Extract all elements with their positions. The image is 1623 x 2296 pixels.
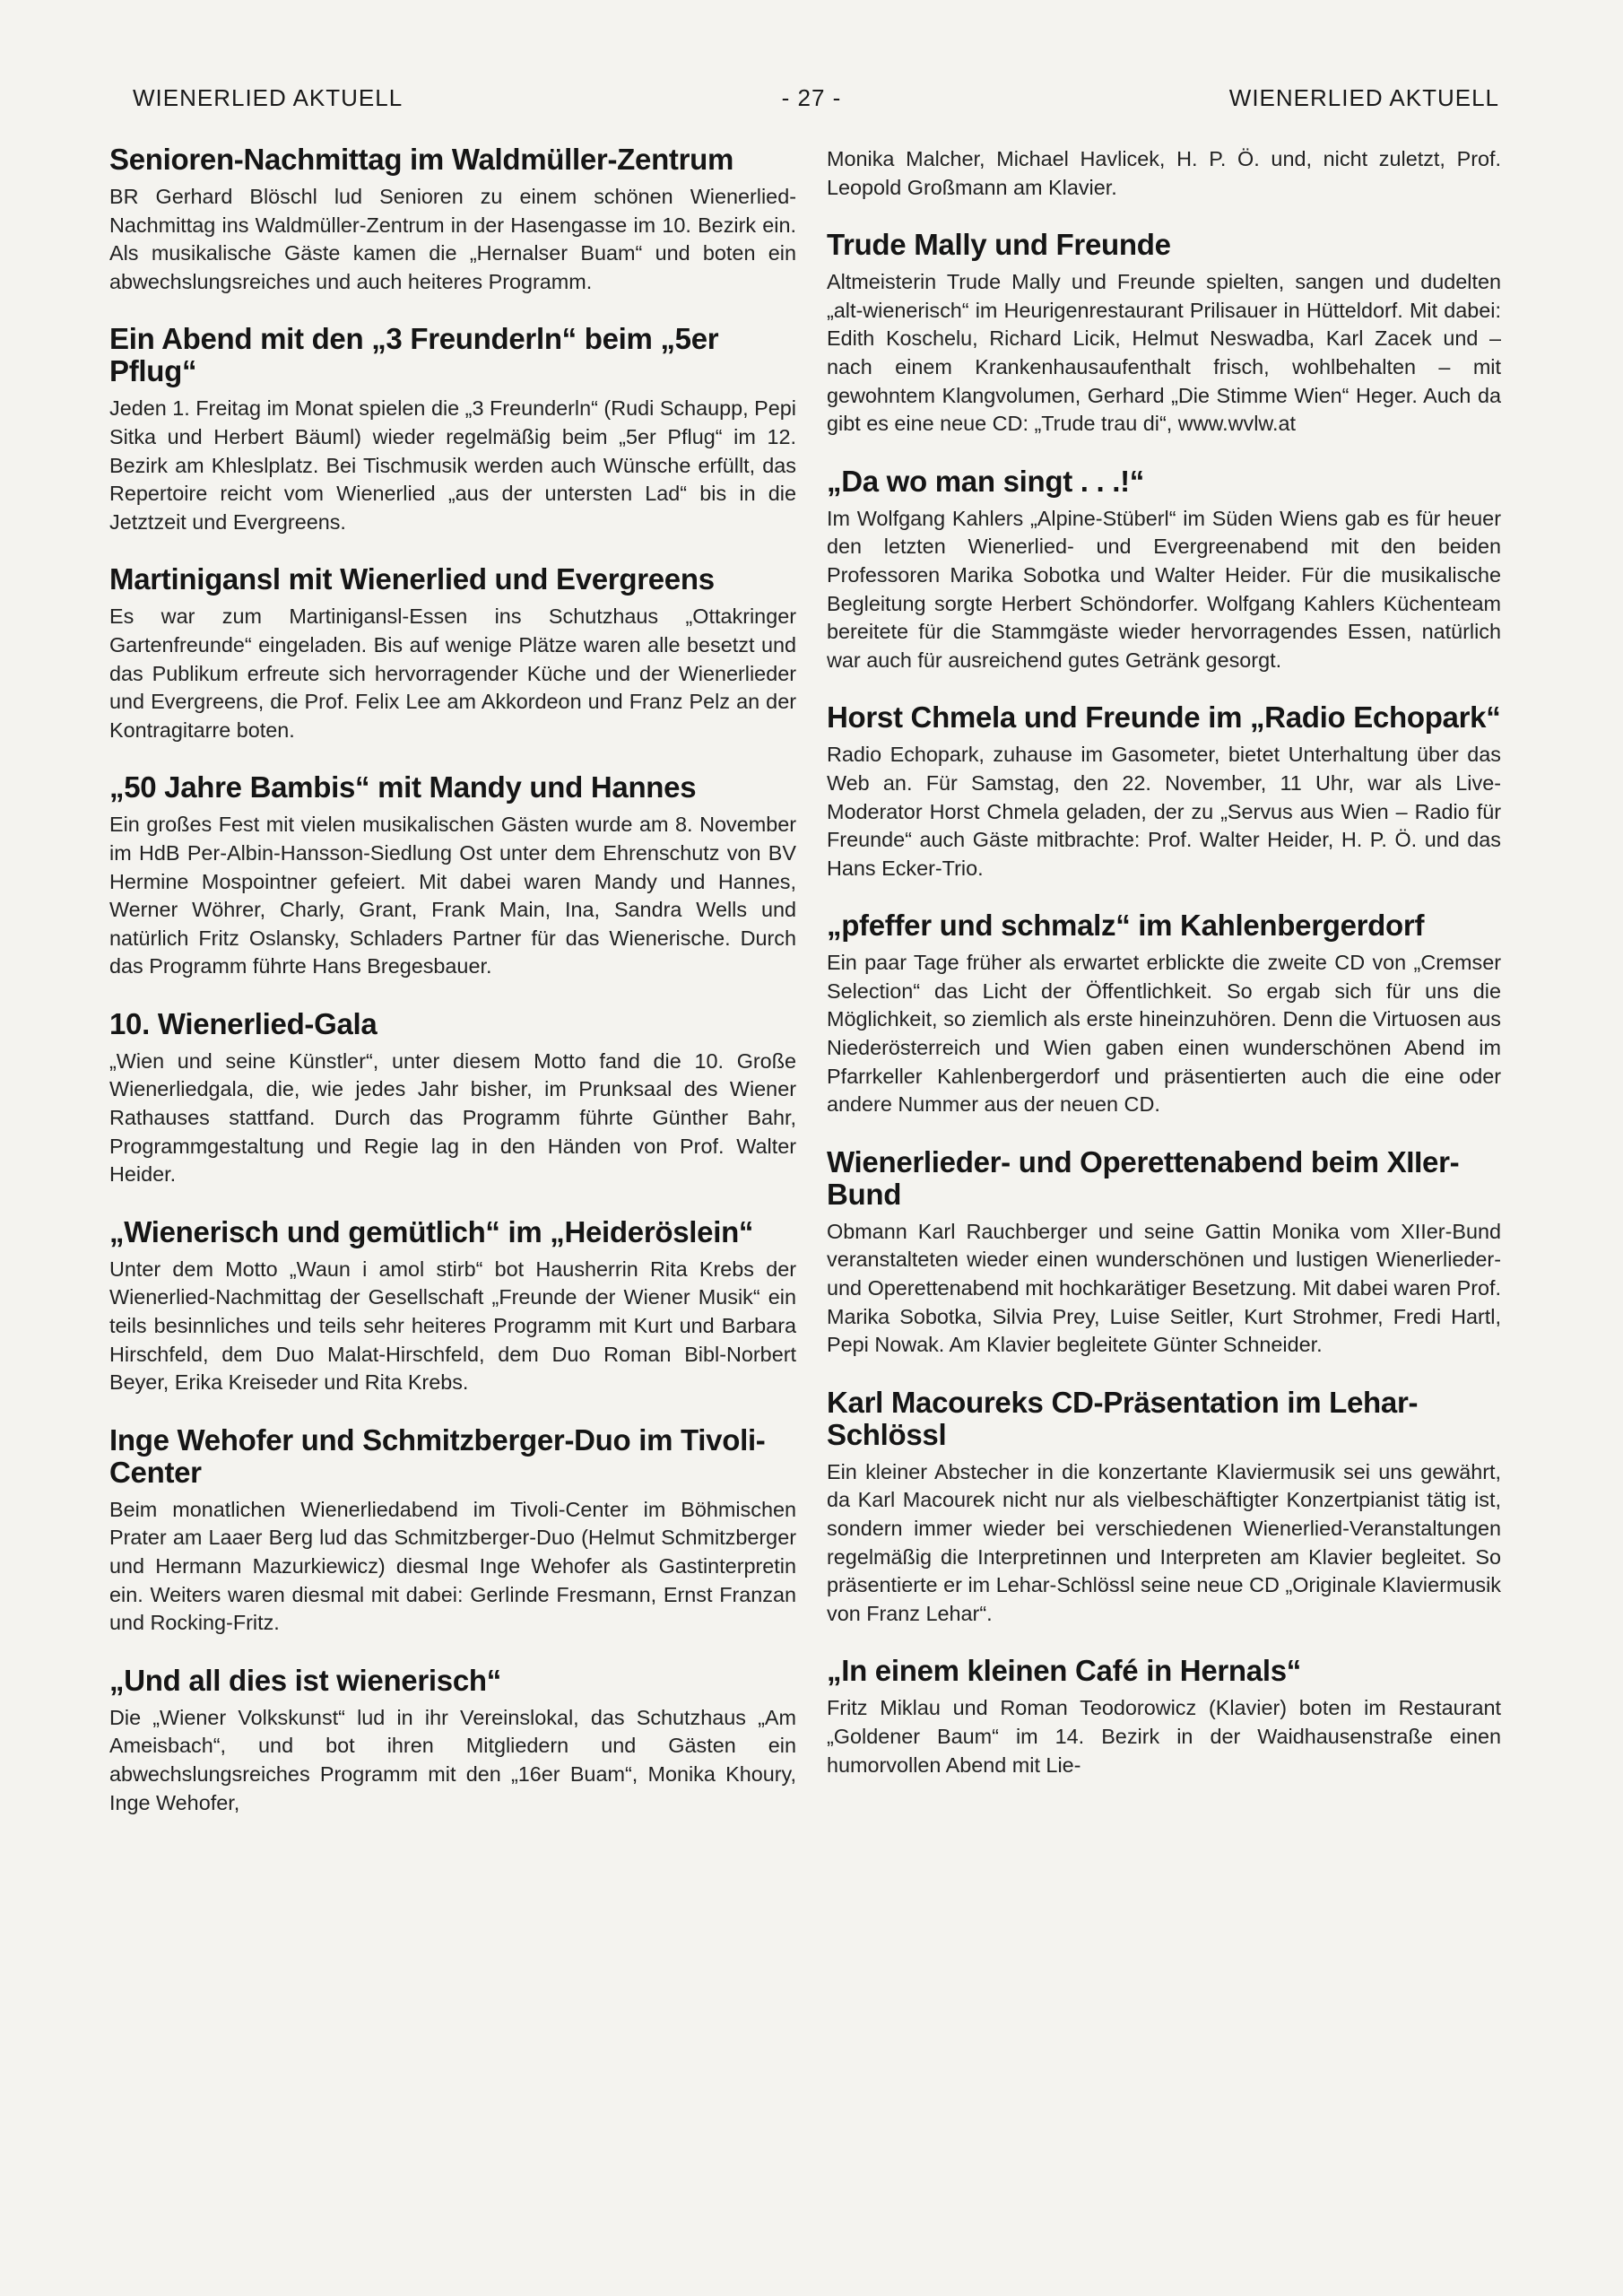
article-body: Ein paar Tage früher als erwartet erblickte die zweite CD von „Cremser Selection“ das Licht der Öffentlichkeit. So ergab sich für uns die Möglichkeit, so ziemlich als erste hineinzuhören. Denn die Virtuosen aus Niederösterreich und Wien gaben einen wunderschönen Abend im Pfarrkeller Kahlenbergerdorf und präsentierten auch die eine oder andere Nummer aus der neuen CD. <box>827 951 1501 1117</box>
article <box>109 771 796 981</box>
article-body: Es war zum Martinigansl-Essen ins Schutzhaus „Ottakringer Gartenfreunde“ eingeladen. Bis auf wenige Plätze waren alle besetzt und das Publikum erfreute sich hervorragender Küche und der Wienerlieder und Evergreens, die Prof. Felix Lee am Akkordeon und Franz Pelz an der Kontragitarre boten. <box>109 604 796 742</box>
article <box>109 563 796 744</box>
article-title: Horst Chmela und Freunde im „Radio Echopark“ <box>827 700 1501 735</box>
running-header-right: WIENERLIED AKTUELL <box>1228 84 1499 111</box>
page-number: - 27 - <box>781 84 842 111</box>
article-body: Ein kleiner Abstecher in die konzertante Klaviermusik sei uns gewährt, da Karl Macourek nicht nur als vielbeschäftigter Konzertpianist tätig ist, sondern immer wieder bei verschiedenen Wienerlied-Veranstaltungen regelmäßig die Interpretinnen und Interpreten am Klavier begleitet. So präsentierte er im Lehar-Schlössl seine neue CD „Originale Klaviermusik von Franz Lehar“. <box>827 1459 1501 1625</box>
running-header-left: WIENERLIED AKTUELL <box>133 84 404 111</box>
article-title: „Wienerisch und gemütlich“ im „Heideröslein“ <box>109 1214 754 1248</box>
article <box>827 1387 1501 1629</box>
right-column <box>827 145 1501 1806</box>
article-body: Beim monatlichen Wienerliedabend im Tivoli-Center im Böhmischen Prater am Laaer Berg lud das Schmitzberger-Duo (Helmut Schmitzberger und Hermann Mazurkiewicz) diesmal Inge Wehofer als Gastinterpretin ein. Weiters waren diesmal mit dabei: Gerlinde Fresmann, Ernst Franzan und Rocking-Fritz. <box>109 1497 796 1635</box>
article-continuation <box>827 145 1501 202</box>
article <box>109 144 796 296</box>
article-title: Wienerlieder- und Operettenabend beim XIIer-Bund <box>827 1144 1460 1211</box>
article-body: Unter dem Motto „Waun i amol stirb“ bot Hausherrin Rita Krebs der Wienerlied-Nachmittag der Gesellschaft „Freunde der Wiener Musik“ ein teils besinnliches und teils sehr heiteres Programm mit Kurt und Barbara Hirschfeld, dem Duo Malat-Hirschfeld, dem Duo Roman Bibl-Norbert Beyer, Erika Kreiseder und Rita Krebs. <box>109 1257 796 1395</box>
article-body: Monika Malcher, Michael Havlicek, H. P. Ö. und, nicht zuletzt, Prof. Leopold Großmann am Klavier. <box>827 147 1501 199</box>
article-body: „Wien und seine Künstler“, unter diesem Motto fand die 10. Große Wienerliedgala, die, wie jedes Jahr bisher, im Prunksaal des Wiener Rathauses stattfand. Durch das Programm führte Günther Bahr, Programmgestaltung und Regie lag in den Händen von Prof. Walter Heider. <box>109 1048 796 1187</box>
article-title: „In einem kleinen Café in Hernals“ <box>827 1654 1301 1688</box>
article-title: „50 Jahre Bambis“ mit Mandy und Hannes <box>109 770 697 804</box>
article-title: „pfeffer und schmalz“ im Kahlenbergerdorf <box>827 909 1425 943</box>
article <box>827 1655 1501 1779</box>
article <box>827 465 1501 675</box>
article-body: Fritz Miklau und Roman Teodorowicz (Klavier) boten im Restaurant „Goldener Baum“ im 14. Bezirk in der Waidhausenstraße einen humorvollen Abend mit Lie- <box>827 1696 1501 1777</box>
article-title: Trude Mally und Freunde <box>827 228 1171 262</box>
article <box>109 1216 796 1397</box>
article-body: Obmann Karl Rauchberger und seine Gattin Monika vom XIIer-Bund veranstalteten wieder einen wunderschönen und lustigen Wienerlieder- und Operettenabend mit hochkarätiger Besetzung. Mit dabei waren Prof. Marika Sobotka, Silvia Prey, Luise Seitler, Kurt Strohmer, Fredi Hartl, Pepi Nowak. Am Klavier begleitete Günter Schneider. <box>827 1219 1501 1357</box>
article-body: Die „Wiener Volkskunst“ lud in ihr Vereinslokal, das Schutzhaus „Am Ameisbach“, und bot ihren Mitgliedern und Gästen ein abwechslungsreiches Programm mit den „16er Buam“, Monika Khoury, Inge Wehofer, <box>109 1705 796 1814</box>
article-title: „Und all dies ist wienerisch“ <box>109 1663 501 1697</box>
article-title: 10. Wienerlied-Gala <box>109 1006 378 1040</box>
article <box>827 229 1501 439</box>
article-title: Karl Macoureks CD-Präsentation im Lehar-Schlössl <box>827 1385 1419 1451</box>
article-title: Martinigansl mit Wienerlied und Evergreens <box>109 562 715 596</box>
left-column <box>109 144 796 1844</box>
article-body: Ein großes Fest mit vielen musikalischen Gästen wurde am 8. November im HdB Per-Albin-Hansson-Siedlung Ost unter dem Ehrenschutz von BV Hermine Mospointner gefeiert. Mit dabei waren Mandy und Hannes, Werner Wöhrer, Charly, Grant, Frank Main, Ina, Sandra Wells und natürlich Fritz Oslansky, Schladers Partner für das Wienerische. Durch das Programm führte Hans Bregesbauer. <box>109 813 796 978</box>
article-title: Senioren-Nachmittag im Waldmüller-Zentrum <box>109 143 734 176</box>
article <box>827 909 1501 1119</box>
article <box>827 701 1501 883</box>
article-title: Inge Wehofer und Schmitzberger-Duo im Tivoli-Center <box>109 1422 766 1489</box>
article-body: Jeden 1. Freitag im Monat spielen die „3 Freunderln“ (Rudi Schaupp, Pepi Sitka und Herbert Bäuml) wieder regelmäßig beim „5er Pflug“ im 12. Bezirk am Khleslplatz. Bei Tischmusik werden auch Wünsche erfüllt, das Repertoire reicht vom Wienerlied „aus der untersten Lad“ bis in die Jetztzeit und Evergreens. <box>109 396 796 534</box>
article-body: Radio Echopark, zuhause im Gasometer, bietet Unterhaltung über das Web an. Für Samstag, den 22. November, 11 Uhr, war als Live-Moderator Horst Chmela geladen, der zu „Servus aus Wien – Radio für Freunde“ auch Gäste mitbrachte: Prof. Walter Heider, H. P. Ö. und das Hans Ecker-Trio. <box>827 743 1501 880</box>
article <box>827 1146 1501 1360</box>
article-body: Im Wolfgang Kahlers „Alpine-Stüberl“ im Süden Wiens gab es für heuer den letzten Wienerlied- und Evergreenabend mit den beiden Professoren Marika Sobotka und Walter Heider. Für die musikalische Begleitung sorgte Herbert Schöndorfer. Wolfgang Kahlers Küchenteam bereitete für die Stammgäste wieder hervorragendes Essen, natürlich war auch für ausreichend gutes Getränk gesorgt. <box>827 506 1501 672</box>
article <box>109 323 796 536</box>
article-title: Ein Abend mit den „3 Freunderln“ beim „5er Pflug“ <box>109 322 719 388</box>
article <box>109 1665 796 1817</box>
article <box>109 1424 796 1638</box>
article-body: Altmeisterin Trude Mally und Freunde spielten, sangen und dudelten „alt-wienerisch“ im Heurigenrestaurant Prilisauer in Hütteldorf. Mit dabei: Edith Koschelu, Richard Licik, Helmut Neswadba, Karl Zacek und – nach einem Krankenhausaufenthalt frisch, wohlbehalten – mit gewohntem Klangvolumen, Gerhard „Die Stimme Wien“ Heger. Auch da gibt es eine neue CD: „Trude trau di“, www.wvlw.at <box>827 270 1501 436</box>
article-title: „Da wo man singt . . .!“ <box>827 464 1144 498</box>
article-body: BR Gerhard Blöschl lud Senioren zu einem schönen Wienerlied-Nachmittag ins Waldmüller-Zentrum in der Hasengasse im 10. Bezirk ein. Als musikalische Gäste kamen die „Hernalser Buam“ und boten ein abwechslungsreiches und auch heiteres Programm. <box>109 185 796 293</box>
article <box>109 1008 796 1189</box>
